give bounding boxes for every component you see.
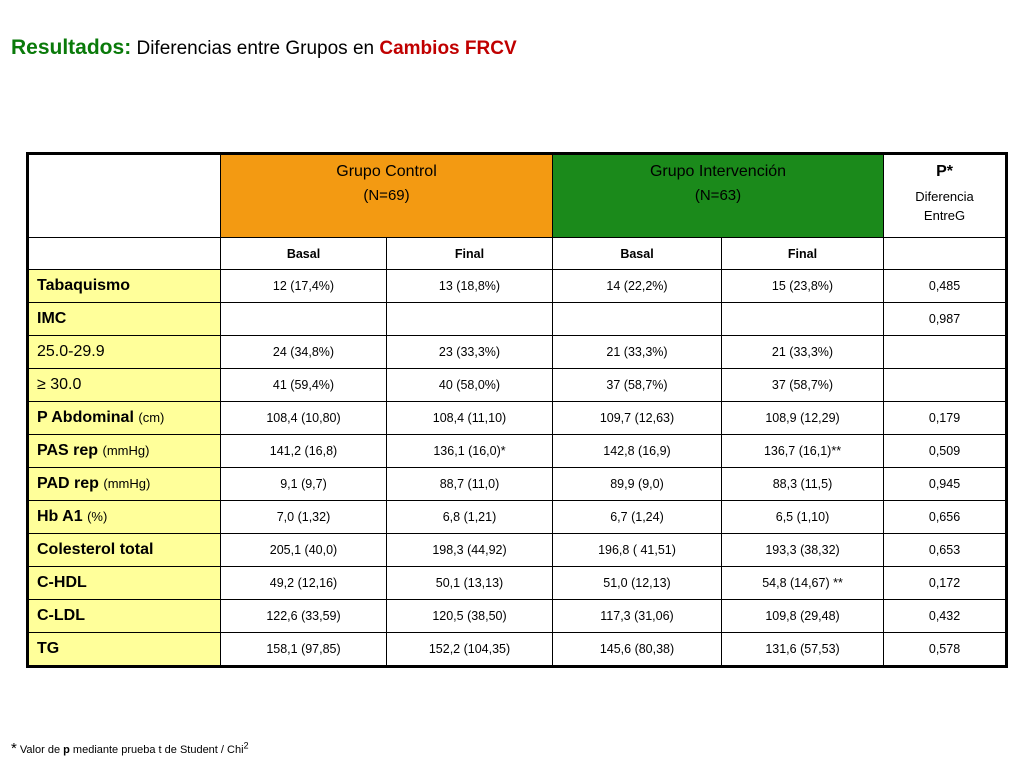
- footnote-text-a: Valor de: [19, 744, 61, 756]
- row-label-text: 25.0-29.9: [37, 343, 105, 360]
- cell-control-final: 198,3 (44,92): [387, 534, 553, 567]
- footnote-superscript: 2: [243, 740, 249, 751]
- row-label-text: ≥ 30.0: [37, 376, 82, 393]
- cell-control-basal: 12 (17,4%): [221, 270, 387, 303]
- cell-intervention-final: 109,8 (29,48): [722, 600, 884, 633]
- table-row: [28, 435, 1007, 468]
- cell-control-basal: 122,6 (33,59): [221, 600, 387, 633]
- cell-intervention-final: 21 (33,3%): [722, 336, 884, 369]
- table-body: [28, 270, 1007, 667]
- cell-intervention-final: 37 (58,7%): [722, 369, 884, 402]
- cell-intervention-final: 6,5 (1,10): [722, 501, 884, 534]
- row-label: [28, 534, 221, 567]
- cell-control-final: 120,5 (38,50): [387, 600, 553, 633]
- cell-intervention-final: 54,8 (14,67) **: [722, 567, 884, 600]
- cell-p-value: 0,432: [884, 600, 1007, 633]
- cell-intervention-basal: 145,6 (80,38): [553, 633, 722, 667]
- row-label: [28, 336, 221, 369]
- cell-control-basal: 158,1 (97,85): [221, 633, 387, 667]
- subheader-control-final: Final: [387, 238, 553, 270]
- cell-p-value: 0,987: [884, 303, 1007, 336]
- cell-p-value: 0,578: [884, 633, 1007, 667]
- row-label-text: Colesterol total: [37, 541, 154, 558]
- cell-control-final: 136,1 (16,0)*: [387, 435, 553, 468]
- group-intervention-header: [553, 154, 884, 238]
- cell-control-final: 108,4 (11,10): [387, 402, 553, 435]
- row-label-unit: (%): [87, 509, 108, 524]
- row-label: [28, 468, 221, 501]
- cell-intervention-basal: 21 (33,3%): [553, 336, 722, 369]
- cell-control-basal: 24 (34,8%): [221, 336, 387, 369]
- table-row: [28, 534, 1007, 567]
- row-label: [28, 270, 221, 303]
- row-label-text: PAD rep: [37, 475, 99, 492]
- cell-control-basal: 49,2 (12,16): [221, 567, 387, 600]
- group-intervention-n: (N=63): [694, 187, 742, 204]
- cell-intervention-basal: 89,9 (9,0): [553, 468, 722, 501]
- cell-intervention-basal: [553, 303, 722, 336]
- cell-control-final: 152,2 (104,35): [387, 633, 553, 667]
- table-row: [28, 600, 1007, 633]
- table-row: [28, 270, 1007, 303]
- cell-control-final: [387, 303, 553, 336]
- row-label-unit: (mmHg): [103, 476, 151, 491]
- cell-p-value: 0,172: [884, 567, 1007, 600]
- row-label-text: C-LDL: [37, 607, 85, 624]
- cell-control-basal: [221, 303, 387, 336]
- cell-p-value: 0,509: [884, 435, 1007, 468]
- cell-control-basal: 205,1 (40,0): [221, 534, 387, 567]
- row-label-text: PAS rep: [37, 442, 99, 459]
- header-empty-cell: [28, 154, 221, 238]
- subheader-control-basal: Basal: [221, 238, 387, 270]
- cell-intervention-basal: 142,8 (16,9): [553, 435, 722, 468]
- cell-control-final: 40 (58,0%): [387, 369, 553, 402]
- page-title: [11, 36, 517, 60]
- cell-p-value: 0,653: [884, 534, 1007, 567]
- title-results: Resultados:: [11, 36, 132, 59]
- cell-intervention-final: 108,9 (12,29): [722, 402, 884, 435]
- p-value-title: P*: [936, 163, 953, 180]
- group-control-n: (N=69): [363, 187, 410, 204]
- title-description: Diferencias entre Grupos en: [136, 38, 375, 59]
- title-highlight: Cambios FRCV: [379, 38, 517, 59]
- cell-intervention-final: 15 (23,8%): [722, 270, 884, 303]
- row-label-text: IMC: [37, 310, 67, 327]
- row-label: [28, 600, 221, 633]
- p-value-subtitle-line1: Diferencia: [915, 189, 974, 204]
- cell-p-value: 0,485: [884, 270, 1007, 303]
- table-row: [28, 501, 1007, 534]
- results-table: [26, 152, 1008, 668]
- subheader-intervention-basal: Basal: [553, 238, 722, 270]
- table-row: [28, 567, 1007, 600]
- cell-intervention-basal: 109,7 (12,63): [553, 402, 722, 435]
- cell-intervention-basal: 14 (22,2%): [553, 270, 722, 303]
- table-row: [28, 402, 1007, 435]
- footnote: [11, 740, 249, 757]
- cell-intervention-basal: 6,7 (1,24): [553, 501, 722, 534]
- group-control-header: [221, 154, 553, 238]
- p-value-header: [884, 154, 1007, 238]
- cell-intervention-final: 131,6 (57,53): [722, 633, 884, 667]
- cell-p-value: 0,945: [884, 468, 1007, 501]
- table-row: [28, 336, 1007, 369]
- row-label-text: P Abdominal: [37, 409, 134, 426]
- cell-intervention-basal: 37 (58,7%): [553, 369, 722, 402]
- row-label: [28, 369, 221, 402]
- p-value-subtitle-line2: EntreG: [923, 208, 966, 223]
- row-label: [28, 633, 221, 667]
- cell-control-basal: 141,2 (16,8): [221, 435, 387, 468]
- cell-p-value: [884, 336, 1007, 369]
- row-label: [28, 435, 221, 468]
- footnote-star: *: [11, 740, 17, 757]
- cell-control-final: 23 (33,3%): [387, 336, 553, 369]
- group-intervention-name: Grupo Intervención: [649, 163, 787, 180]
- cell-p-value: 0,656: [884, 501, 1007, 534]
- group-control-name: Grupo Control: [336, 163, 437, 180]
- row-label-text: Tabaquismo: [37, 277, 131, 294]
- row-label: [28, 567, 221, 600]
- cell-control-basal: 9,1 (9,7): [221, 468, 387, 501]
- cell-intervention-final: 193,3 (38,32): [722, 534, 884, 567]
- cell-intervention-basal: 196,8 ( 41,51): [553, 534, 722, 567]
- subheader-empty-cell: [28, 238, 221, 270]
- footnote-text-b: mediante prueba t de Student / Chi: [72, 744, 244, 756]
- row-label-unit: (mmHg): [102, 443, 150, 458]
- cell-intervention-final: 136,7 (16,1)**: [722, 435, 884, 468]
- table-row: [28, 468, 1007, 501]
- cell-control-basal: 7,0 (1,32): [221, 501, 387, 534]
- cell-control-final: 50,1 (13,13): [387, 567, 553, 600]
- subheader-intervention-final: Final: [722, 238, 884, 270]
- row-label-text: C-HDL: [37, 574, 87, 591]
- cell-intervention-final: 88,3 (11,5): [722, 468, 884, 501]
- table-row: [28, 303, 1007, 336]
- row-label-unit: (cm): [138, 410, 165, 425]
- row-label: [28, 303, 221, 336]
- cell-p-value: [884, 369, 1007, 402]
- subheader-row: [28, 238, 1007, 270]
- row-label-text: Hb A1: [37, 508, 83, 525]
- cell-intervention-basal: 51,0 (12,13): [553, 567, 722, 600]
- cell-p-value: 0,179: [884, 402, 1007, 435]
- table-row: [28, 369, 1007, 402]
- row-label: [28, 501, 221, 534]
- group-header-row: [28, 154, 1007, 238]
- row-label: [28, 402, 221, 435]
- footnote-p: p: [63, 744, 70, 756]
- cell-control-basal: 41 (59,4%): [221, 369, 387, 402]
- p-value-subtitle: [884, 187, 1005, 225]
- cell-intervention-basal: 117,3 (31,06): [553, 600, 722, 633]
- subheader-p-empty: [884, 238, 1007, 270]
- cell-control-final: 6,8 (1,21): [387, 501, 553, 534]
- table-row: [28, 633, 1007, 667]
- row-label-text: TG: [37, 640, 60, 657]
- cell-control-basal: 108,4 (10,80): [221, 402, 387, 435]
- cell-intervention-final: [722, 303, 884, 336]
- cell-control-final: 13 (18,8%): [387, 270, 553, 303]
- cell-control-final: 88,7 (11,0): [387, 468, 553, 501]
